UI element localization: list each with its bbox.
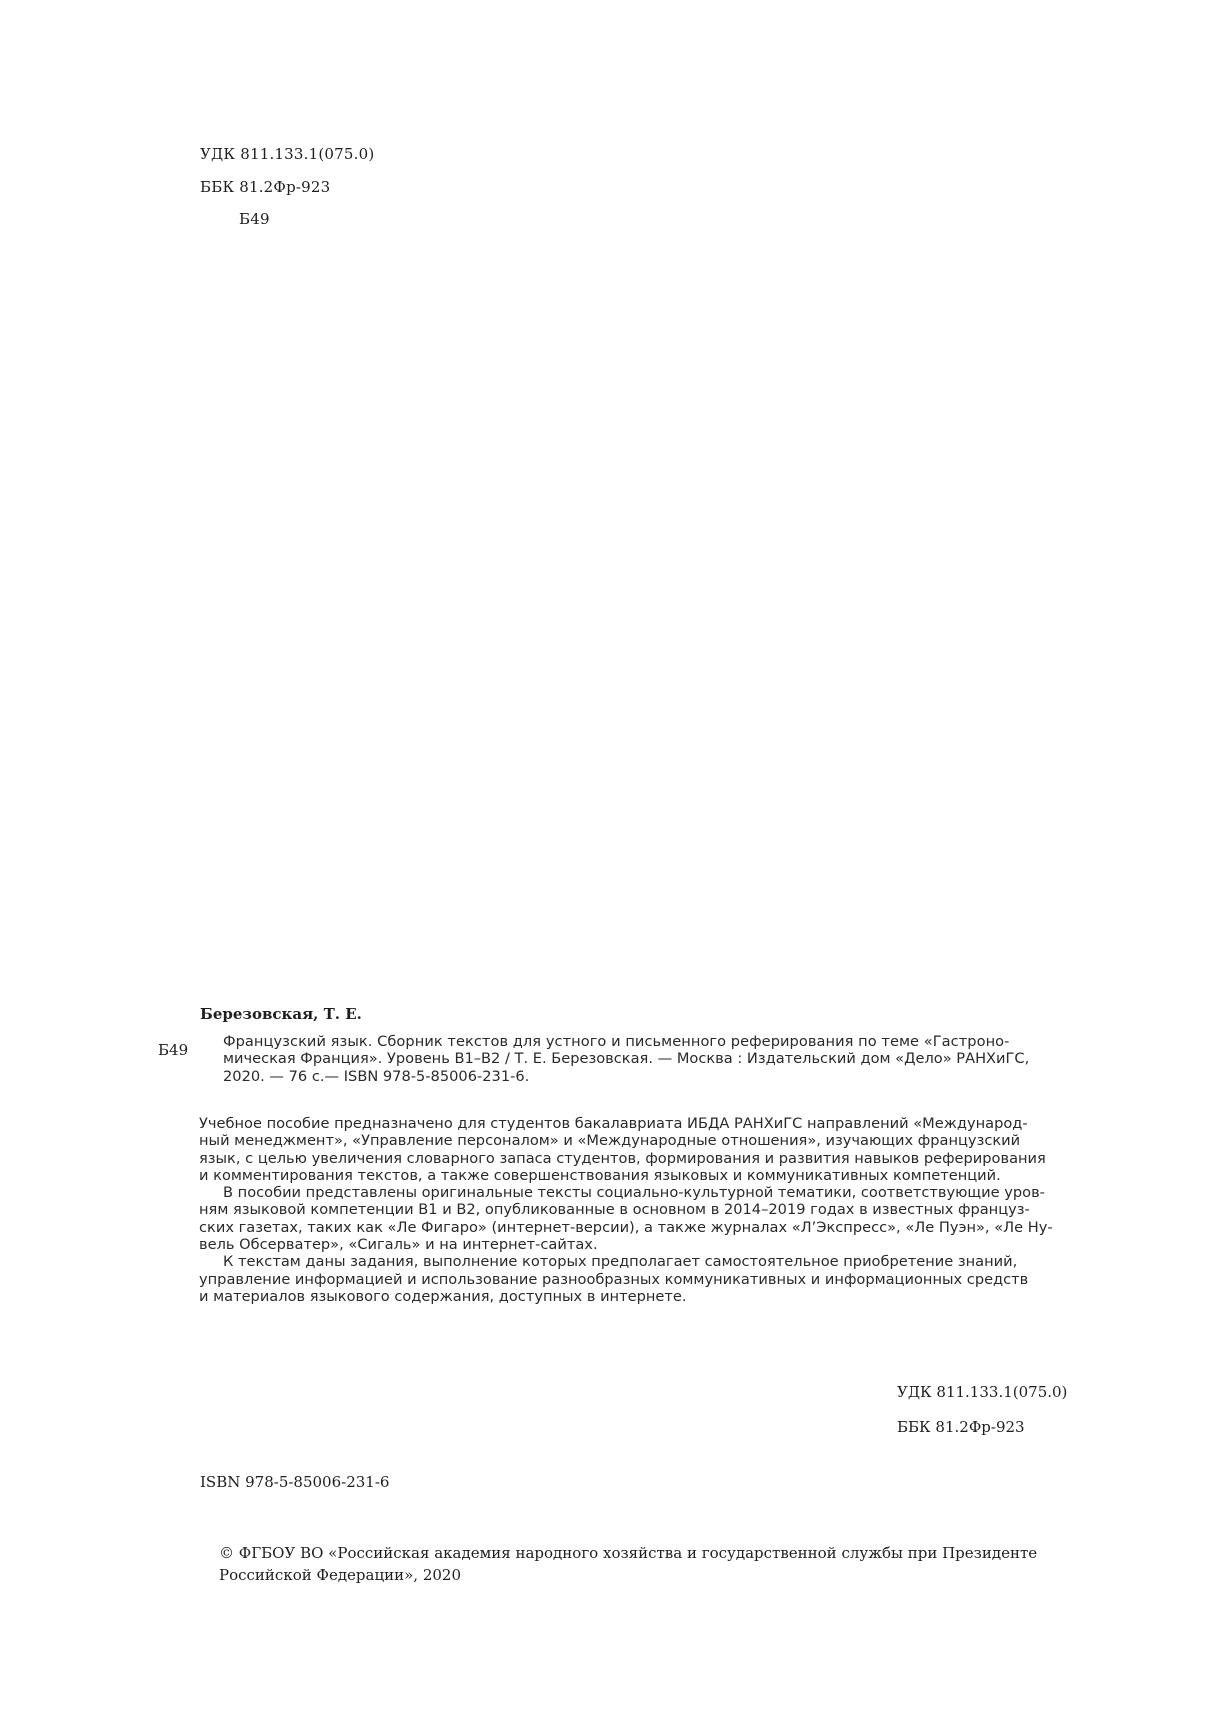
bibliographic-description <box>223 1033 1063 1085</box>
copyright-line: © ФГБОУ ВО «Российская академия народного хозяйства и государственной службы при Президенте <box>219 1544 1038 1562</box>
abstract-line: вель Обсерватер», «Сигаль» и на интернет-сайтах. <box>199 1236 598 1254</box>
biblio-line: 2020. — 76 с.— ISBN 978-5-85006-231-6. <box>223 1067 530 1085</box>
abstract-line: ских газетах, таких как «Ле Фигаро» (интернет-версии), а также журналах «Л’Экспресс», «Ле Пуэн», «Ле Ну- <box>199 1218 1053 1236</box>
abstract-line: управление информацией и использование разнообразных коммуникативных и информационных средств <box>199 1270 1029 1288</box>
abstract-line: и комментирования текстов, а также совершенствования языковых и коммуникативных компетенций. <box>199 1166 1001 1184</box>
abstract-line: ням языковой компетенции В1 и В2, опубликованные в основном в 2014–2019 годах в известных француз- <box>199 1201 1030 1219</box>
copyright-line: Российской Федерации», 2020 <box>219 1566 462 1584</box>
abstract-line: К текстам даны задания, выполнение которых предполагает самостоятельное приобретение знаний, <box>223 1253 1018 1271</box>
abstract-line: В пособии представлены оригинальные тексты социально-культурной тематики, соответствующие уров- <box>223 1184 1045 1202</box>
abstract <box>199 1115 1061 1305</box>
abstract-line: и материалов языкового содержания, доступных в интернете. <box>199 1287 687 1305</box>
bbk-code-bottom: ББК 81.2Фр-923 <box>897 1418 1025 1436</box>
isbn: ISBN 978-5-85006-231-6 <box>200 1473 390 1491</box>
author-sign: Б49 <box>239 210 270 228</box>
biblio-line: Французский язык. Сборник текстов для устного и письменного реферирования по теме «Гастроно- <box>223 1033 1010 1050</box>
abstract-line: ный менеджмент», «Управление персоналом» и «Международные отношения», изучающих французский <box>199 1132 1021 1150</box>
bbk-code: ББК 81.2Фр-923 <box>200 178 331 196</box>
biblio-line: мическая Франция». Уровень В1–В2 / Т. Е. Березовская. — Москва : Издательский дом «Дело» РАНХиГС, <box>223 1050 1030 1068</box>
copyright-notice <box>219 1542 1037 1586</box>
abstract-line: язык, с целью увеличения словарного запаса студентов, формирования и развития навыков реферирования <box>199 1149 1046 1167</box>
udk-code-bottom: УДК 811.133.1(075.0) <box>897 1383 1068 1401</box>
author-sign-margin: Б49 <box>158 1041 189 1059</box>
udk-code: УДК 811.133.1(075.0) <box>200 145 375 163</box>
abstract-line: Учебное пособие предназначено для студентов бакалавриата ИБДА РАНХиГС направлений «Международ- <box>199 1115 1028 1132</box>
author-heading: Березовская, Т. Е. <box>200 1005 362 1023</box>
